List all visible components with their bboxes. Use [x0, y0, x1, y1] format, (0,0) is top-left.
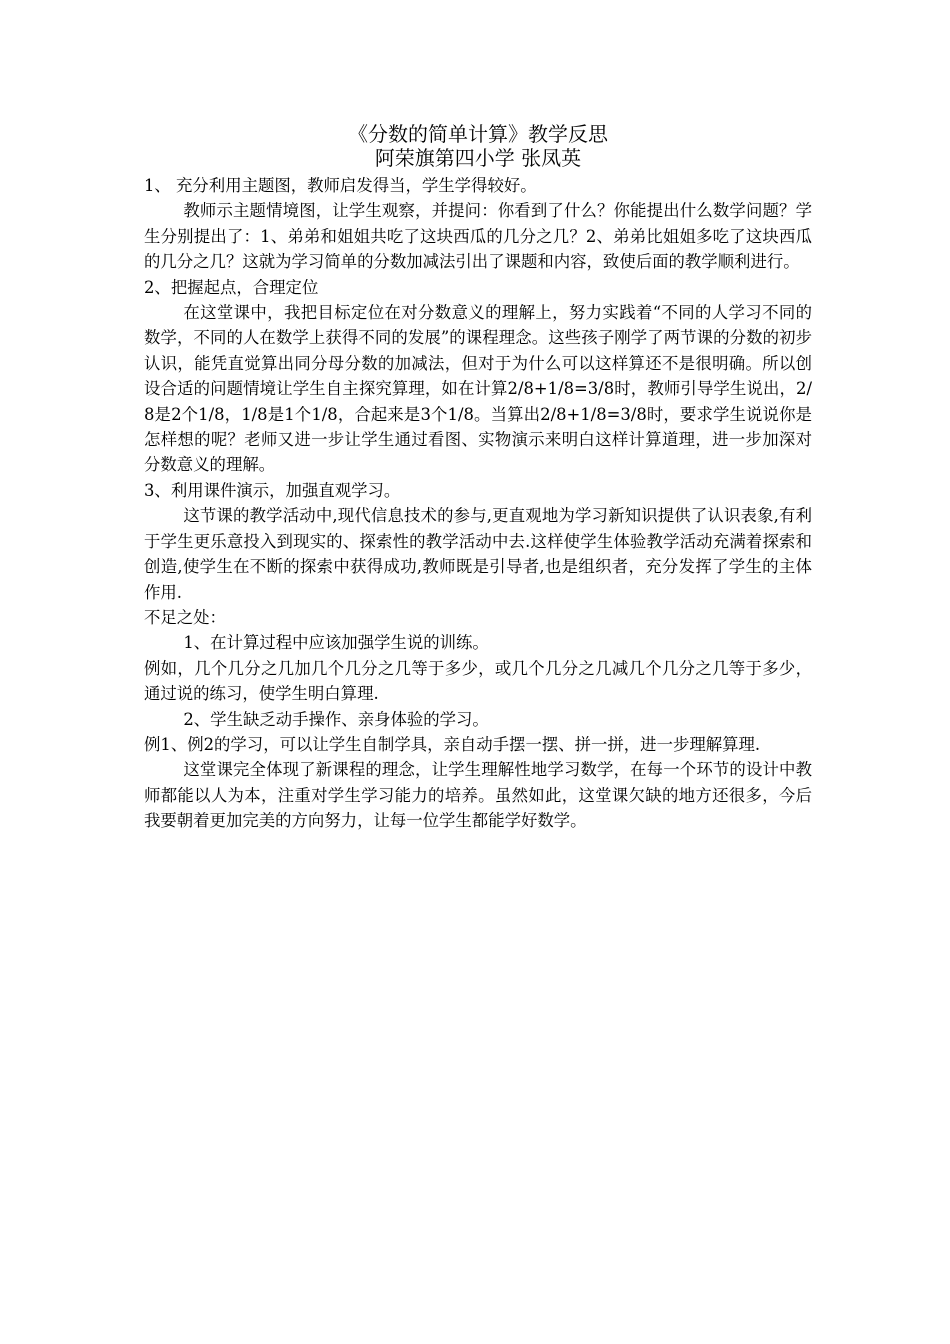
body-paragraph: 这堂课完全体现了新课程的理念，让学生理解性地学习数学，在每一个环节的设计中教师都能以人为本，注重对学生学习能力的培养。虽然如此，这堂课欠缺的地方还很多，今后我要朝着更加完美的方向努力，让每一位学生都能学好数学。: [144, 760, 812, 831]
document-page: [144, 122, 812, 834]
body-paragraph: 教师示主题情境图，让学生观察，并提问：你看到了什么？你能提出什么数学问题？学生分别提出了：1、弟弟和姐姐共吃了这块西瓜的几分之几？2、弟弟比姐姐多吃了这块西瓜的几分之几？这就为学习简单的分数加减法引出了课题和内容，致使后面的教学顺利进行。: [144, 201, 812, 272]
document-body: [144, 173, 812, 834]
document-title: 《分数的简单计算》教学反思: [348, 122, 608, 146]
body-paragraph: 1、 充分利用主题图，教师启发得当，学生学得较好。: [144, 176, 537, 195]
body-paragraph: 这节课的教学活动中,现代信息技术的参与,更直观地为学习新知识提供了认识表象,有利于学生更乐意投入到现实的、探索性的教学活动中去.这样使学生体验教学活动充满着探索和创造,使学生在不断的探索中获得成功,教师既是引导者,也是组织者，充分发挥了学生的主体作用.: [144, 506, 812, 602]
body-paragraph: 例1、例2的学习，可以让学生自制学具，亲自动手摆一摆、拼一拼，进一步理解算理.: [144, 734, 761, 754]
body-paragraph: 例如，几个几分之几加几个几分之几等于多少，或几个几分之几减几个几分之几等于多少，通过说的练习，使学生明白算理.: [144, 658, 812, 704]
body-paragraph: 1、在计算过程中应该加强学生说的训练。: [183, 633, 489, 653]
body-paragraph: 3、利用课件演示，加强直观学习。: [144, 480, 401, 500]
document-author: 阿荣旗第四小学 张凤英: [374, 146, 582, 170]
body-paragraph: 在这堂课中，我把目标定位在对分数意义的理解上，努力实践着“不同的人学习不同的数学，不同的人在数学上获得不同的发展”的课程理念。这些孩子刚学了两节课的分数的初步认识，能凭直觉算出同分母分数的加减法，但对于为什么可以这样算还不是很明确。所以创设合适的问题情境让学生自主探究算理，如在计算2/8+1/8=3/8时，教师引导学生说出，2/8是2个1/8，1/8是1个1/8，合起来是3个1/8。当算出2/8+1/8=3/8时，要求学生说说你是怎样想的呢？老师又进一步让学生通过看图、实物演示来明白这样计算道理，进一步加深对分数意义的理解。: [144, 303, 812, 475]
body-paragraph: 不足之处：: [144, 607, 226, 627]
body-paragraph: 2、学生缺乏动手操作、亲身体验的学习。: [183, 709, 489, 729]
body-paragraph: 2、把握起点，合理定位: [144, 277, 319, 297]
